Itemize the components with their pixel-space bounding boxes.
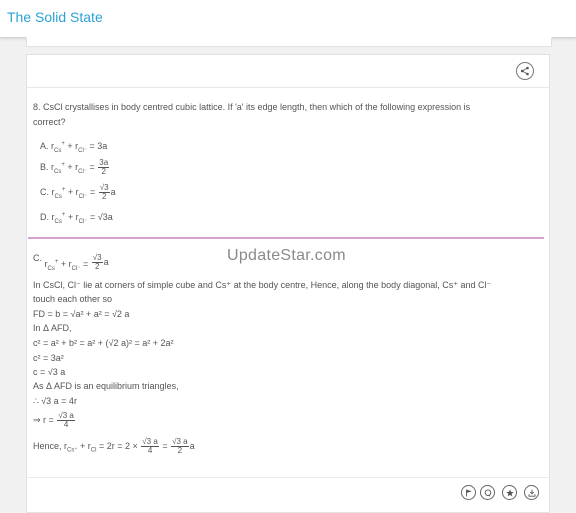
flag-icon	[465, 489, 473, 497]
solution-line: c = √3 a	[33, 367, 66, 377]
option-letter: C.	[40, 186, 49, 197]
option-a[interactable]	[40, 141, 108, 154]
option-letter: A.	[40, 141, 49, 151]
solution-line: c² = 3a²	[33, 353, 64, 363]
r-fraction: $\frac{√3 a}{4}$	[58, 411, 74, 429]
page-title: The Solid State	[7, 9, 103, 25]
option-fraction: $\frac{√3}{2}$	[99, 183, 109, 201]
option-rhs: = 3a	[89, 141, 108, 151]
share-icon	[520, 66, 530, 76]
solution-line: FD = b = √a² + a² = √2 a	[33, 309, 130, 319]
watermark: UpdateStar.com	[227, 247, 346, 264]
option-letter: B.	[40, 161, 49, 172]
question-text-line2: correct?	[33, 117, 66, 127]
previous-card	[26, 37, 552, 47]
option-lhs: $r_{Cs}^+ + r_{Cl^-}$ =	[51, 161, 95, 175]
solution-line: In Δ AFD,	[33, 323, 72, 333]
report-button[interactable]	[461, 485, 476, 500]
solution-line: c² = a² + b² = a² + (√2 a)² = a² + 2a²	[33, 338, 174, 348]
option-tail: a	[110, 186, 116, 197]
option-letter: D.	[40, 212, 49, 222]
hence-fraction-2: $\frac{√3 a}{2}$	[172, 437, 188, 455]
explanation-line1: In CsCl, Cl⁻ lie at corners of simple cube and Cs⁺ at the body centre, Hence, along the body diagonal, Cs⁺ and Cl⁻	[33, 280, 492, 290]
option-d[interactable]	[40, 212, 113, 225]
option-lhs: $r_{Cs}^+ + r_{Cl^-}$	[51, 212, 88, 225]
card-footer-divider	[27, 477, 549, 478]
option-b[interactable]	[40, 159, 110, 176]
star-icon	[506, 489, 514, 497]
answer-divider	[28, 237, 544, 239]
hence-fraction-1: $\frac{√3 a}{4}$	[142, 437, 158, 455]
r-equation: ⇒ r = $\frac{√3 a}{4}$	[33, 411, 74, 429]
option-c[interactable]	[40, 184, 116, 201]
option-lhs: $r_{Cs}^+ + r_{Cl^-}$	[51, 141, 87, 154]
comment-button[interactable]	[480, 485, 495, 500]
comment-icon	[484, 489, 492, 497]
answer-formula: C. $r_{Cs}^+ + r_{Cl^-}$ = $\frac{√3}{2}$ a	[33, 252, 109, 272]
option-rhs: = √3a	[90, 212, 113, 222]
favorite-button[interactable]	[502, 485, 517, 500]
card-header-divider	[27, 87, 549, 88]
answer-fraction: $\frac{√3}{2}$	[92, 253, 102, 271]
option-fraction: $\frac{3a}{2}$	[99, 158, 109, 176]
top-bar	[0, 0, 576, 38]
solution-line: ∴ √3 a = 4r	[33, 396, 77, 406]
hence-equation: Hence, $r_{Cs^+} + r_{Cl} = 2r = 2$ × $\frac{√3 a}{4}$ = $\frac{√3 a}{2}$ a	[33, 437, 195, 455]
solution-line: As Δ AFD is an equilibrium triangles,	[33, 381, 179, 391]
share-button[interactable]	[516, 62, 534, 80]
answer-letter: C.	[33, 252, 42, 263]
question-text-line1: 8. CsCl crystallises in body centred cubic lattice. If 'a' its edge length, then which of the following expression is	[33, 102, 471, 112]
option-lhs: $r_{Cs}^+ + r_{Cl^-}$ =	[51, 186, 96, 200]
explanation-line2: touch each other so	[33, 294, 113, 304]
download-icon	[528, 489, 536, 497]
download-button[interactable]	[524, 485, 539, 500]
